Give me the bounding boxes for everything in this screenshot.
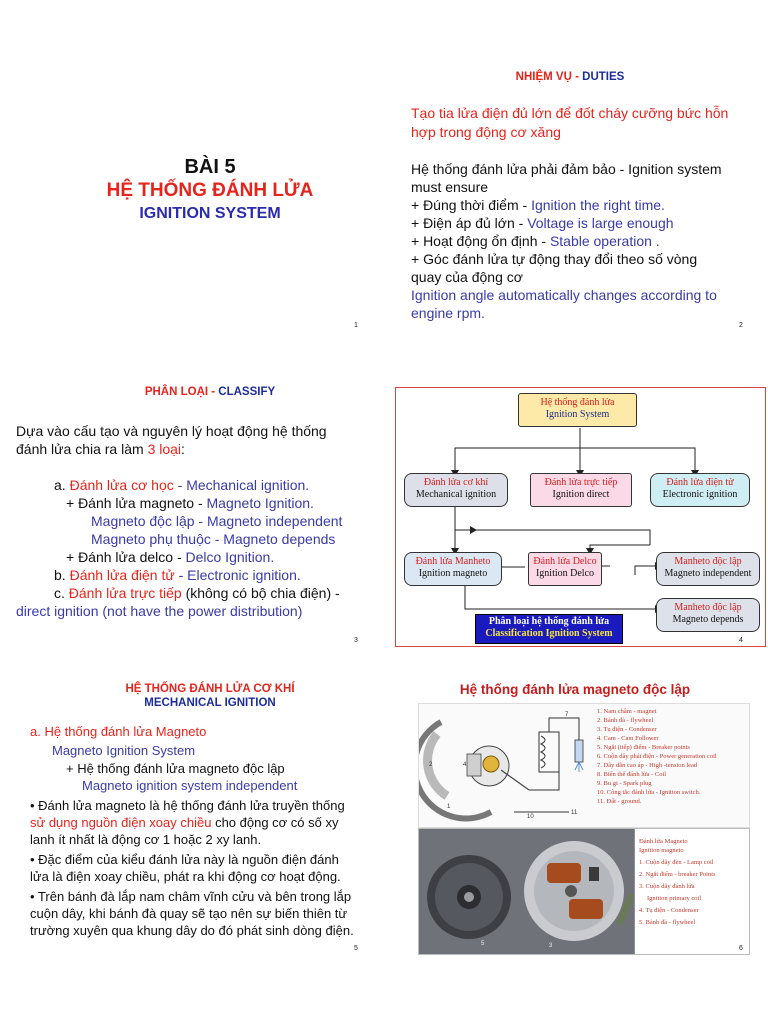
slide5-bullet-3: • Trên bánh đà lắp nam châm vĩnh cửu và bên trong lắp cuộn dây, khi bánh đà quay sẽ tạo nên sự biến thiên từ trường xuyên qua khung dây do đó phát sinh dòng điện. — [30, 889, 354, 938]
svg-text:11: 11 — [571, 810, 578, 816]
slide3-a-prefix: a. — [54, 477, 70, 493]
slide3-c-prefix: c. — [54, 585, 69, 601]
photo-legend-item-2: 2. Ngắt điểm - breaker Points — [639, 871, 716, 878]
slide2-item-1 — [411, 196, 751, 214]
slide3-b-prefix: b. — [54, 567, 70, 583]
diagram-node-magneto-independent — [656, 552, 760, 586]
slide1-title-en: IGNITION SYSTEM — [139, 205, 281, 222]
diagram-node-direct — [530, 473, 632, 507]
svg-text:4: 4 — [463, 762, 467, 768]
slide2-list — [411, 196, 751, 322]
magneto-photo — [418, 828, 750, 955]
slide3-intro-a: Dựa vào cấu tạo và nguyên lý hoạt động hệ thống đánh lửa chia ra làm — [16, 423, 327, 457]
legend-item-2: 2. Bánh đà - flywheel — [597, 717, 654, 724]
slide3-item-b — [16, 566, 361, 584]
slide3-a1-en: Magneto Ignition. — [206, 495, 314, 511]
slide3-item-a1 — [16, 494, 361, 512]
slide2-item-2 — [411, 214, 751, 232]
legend-item-1: 1. Nam châm - magnet — [597, 708, 657, 715]
schematic-legend — [597, 707, 717, 806]
slide3-c-vi: Đánh lửa trực tiếp — [68, 585, 182, 601]
node-top-en: Ignition System — [545, 409, 610, 420]
slide5-bullet-1 — [30, 797, 360, 848]
slide5-a-en: Magneto Ignition System — [52, 743, 196, 758]
node-elec-vi: Đánh lửa điện tử — [666, 477, 734, 488]
slide5-b1-a: • Đánh lửa magneto là hệ thống đánh lửa truyền thống — [30, 798, 345, 813]
legend-item-10: 10. Công tắc đánh lửa - Ignition switch. — [597, 789, 701, 796]
slide3-intro-b: : — [181, 441, 185, 457]
node-delco-en: Ignition Delco — [535, 568, 595, 579]
slide3-list — [16, 476, 361, 620]
slide3-c-mid: (không có bộ chia điện) - — [181, 585, 340, 601]
slide4-number: 4 — [739, 637, 743, 644]
node-mag-en: Ignition magneto — [418, 568, 488, 579]
slide5-heading-en: MECHANICAL IGNITION — [144, 697, 276, 709]
slide3-b-en: - Electronic ignition. — [174, 567, 301, 583]
diagram-node-magneto-depends — [656, 598, 760, 632]
slide3-intro-red: 3 loại — [147, 441, 182, 457]
legend-item-5: 5. Ngắt (tiếp) điểm - Breaker points — [597, 744, 690, 751]
legend-item-6: 6. Cuộn dây phát điện - Power generation coil — [597, 753, 717, 760]
diagram-node-electronic — [650, 473, 750, 507]
diagram-node-delco — [528, 552, 602, 586]
slide3-item-a1b: Magneto phụ thuộc - Magneto depends — [91, 531, 336, 547]
magneto-schematic — [418, 703, 750, 828]
photo-legend-item-5: 5. Bánh đà - flywheel — [639, 919, 696, 926]
node-direct-vi: Đánh lửa trực tiếp — [544, 477, 618, 488]
slide3-item-c-en: direct ignition (not have the power distribution) — [16, 603, 303, 619]
slide5-heading-vi: HỆ THỐNG ĐÁNH LỬA CƠ KHÍ — [125, 683, 295, 695]
diagram-node-magneto — [404, 552, 502, 586]
slide5-bullet-2: • Đặc điểm của kiểu đánh lửa này là nguồn điện đánh lửa là điện xoay chiều, phát ra khi động cơ hoạt động. — [30, 852, 341, 884]
legend-item-11: 11. Đất - ground. — [597, 798, 642, 805]
svg-text:3: 3 — [549, 943, 553, 949]
slide3-number: 3 — [354, 637, 358, 644]
slide6-title: Hệ thống đánh lửa magneto độc lập — [459, 682, 691, 697]
slide2-number: 2 — [739, 322, 743, 329]
slide2-item-2-vi: + Điện áp đủ lớn - — [411, 215, 528, 231]
slide2-item-2-en: Voltage is large enough — [527, 215, 674, 231]
slide2-heading-sep: - — [571, 71, 583, 83]
photo-legend-title-2: Ignition magneto — [639, 847, 684, 854]
slide2-item-3-en: Stable operation . — [549, 233, 660, 249]
slide3-a2-vi: + Đánh lửa delco - — [66, 549, 186, 565]
svg-text:2: 2 — [429, 762, 433, 768]
slide2-heading — [440, 71, 700, 83]
slide2-item-4: + Góc đánh lửa tự động thay đổi theo số vòng quay của động cơ — [411, 251, 698, 285]
slide3-heading-en: CLASSIFY — [218, 386, 276, 398]
slide5-a-label: a. Hệ thống đánh lửa Magneto — [30, 724, 207, 739]
node-delco-vi: Đánh lửa Delco — [533, 556, 597, 567]
slide5-sub-en: Magneto ignition system independent — [82, 778, 298, 793]
slide2-item-3-vi: + Hoạt động ổn định - — [411, 233, 550, 249]
slide1-number: 1 — [354, 322, 358, 329]
slide2-heading-en: DUTIES — [582, 71, 625, 83]
node-dep-en: Magneto depends — [672, 614, 744, 625]
diagram-node-mechanical — [404, 473, 508, 507]
node-top-vi: Hệ thống đánh lửa — [540, 397, 615, 408]
magneto-photo-drawing — [419, 829, 634, 954]
slide3-a-vi: Đánh lửa cơ học — [69, 477, 174, 493]
slide2-item-1-en: Ignition the right time. — [531, 197, 665, 213]
svg-text:10: 10 — [527, 814, 534, 820]
slide5-number: 5 — [354, 945, 358, 952]
slide3-a-en: - Mechanical ignition. — [173, 477, 310, 493]
node-direct-en: Ignition direct — [552, 489, 610, 500]
node-mag-vi: Đánh lửa Manheto — [415, 556, 491, 567]
slide6-number: 6 — [739, 945, 743, 952]
node-dep-vi: Manheto độc lập — [674, 602, 742, 613]
photo-legend-item-3: 3. Cuộn dây đánh lửa — [639, 883, 695, 890]
caption-line-2: Classification Ignition System — [485, 628, 613, 639]
slide5-sub-vi: + Hệ thống đánh lửa magneto độc lập — [66, 761, 285, 776]
slide5-b1-b: cho động cơ có số xy lanh ít nhất là động cơ 1 hoặc 2 xy lanh. — [30, 815, 339, 847]
slide3-item-a1a: Magneto độc lập - Magneto independent — [91, 513, 343, 529]
diagram-node-ignition-system — [518, 393, 637, 427]
photo-legend-item-4: 4. Tụ điện - Condenser — [639, 907, 699, 914]
slide3-heading-sep: - — [208, 386, 219, 398]
slide5-b1-red: sử dụng nguồn điện xoay chiều — [30, 815, 212, 830]
slide2-intro: Hệ thống đánh lửa phải đảm bảo - Ignition system must ensure — [411, 161, 722, 195]
slide3-item-a2 — [16, 548, 361, 566]
slide3-intro — [16, 422, 351, 458]
node-mech-en: Mechanical ignition — [415, 489, 497, 500]
node-indep-en: Magneto independent — [664, 568, 752, 579]
svg-text:5: 5 — [481, 941, 485, 947]
legend-item-7: 7. Dây dẫn cao áp - High -tension lead — [597, 762, 698, 769]
slide1-title-vi: HỆ THỐNG ĐÁNH LỬA — [106, 180, 314, 201]
slide3-b-vi: Đánh lửa điện tử — [69, 567, 175, 583]
legend-item-4: 4. Cam - Cam Follower — [597, 735, 659, 742]
legend-item-9: 9. Bu gi - Spark plug — [597, 780, 652, 787]
legend-item-3: 3. Tụ điện - Condenser — [597, 726, 657, 733]
svg-text:1: 1 — [447, 804, 451, 810]
slide2-heading-vi: NHIỆM VỤ — [515, 71, 572, 83]
node-elec-en: Electronic ignition — [662, 489, 738, 500]
node-indep-vi: Manheto độc lập — [674, 556, 742, 567]
slide3-item-a — [16, 476, 361, 494]
photo-legend-item-1: 1. Cuộn dây đèn - Lamp coil — [639, 859, 714, 866]
slide3-heading-vi: PHÂN LOẠI — [144, 386, 209, 398]
photo-legend-title-1: Đánh lửa Magneto — [639, 838, 688, 845]
slide3-item-c — [16, 584, 361, 602]
node-mech-vi: Đánh lửa cơ khí — [423, 477, 489, 488]
magneto-schematic-drawing — [419, 704, 594, 825]
slide1-title: BÀI 5 — [184, 156, 236, 178]
slide2-item-3 — [411, 232, 751, 250]
slide2-item-1-vi: + Đúng thời điểm - — [411, 197, 532, 213]
slide2-item-4-en: Ignition angle automatically changes according to engine rpm. — [411, 287, 717, 321]
photo-legend-item-3b: Ignition primary coil — [647, 895, 702, 902]
diagram-caption — [475, 614, 623, 644]
caption-line-1: Phân loại hệ thống đánh lửa — [488, 616, 610, 627]
slide2-red-paragraph: Tạo tia lửa điện đủ lớn để đốt cháy cưỡng bức hỗn hợp trong động cơ xăng — [411, 105, 729, 140]
photo-legend — [635, 829, 749, 954]
slide3-heading — [70, 386, 350, 398]
svg-text:7: 7 — [565, 712, 569, 718]
slide3-a1-vi: + Đánh lửa magneto - — [66, 495, 207, 511]
legend-item-8: 8. Biến thế đánh lửa - Coil — [597, 771, 667, 778]
slide3-a2-en: Delco Ignition. — [185, 549, 275, 565]
